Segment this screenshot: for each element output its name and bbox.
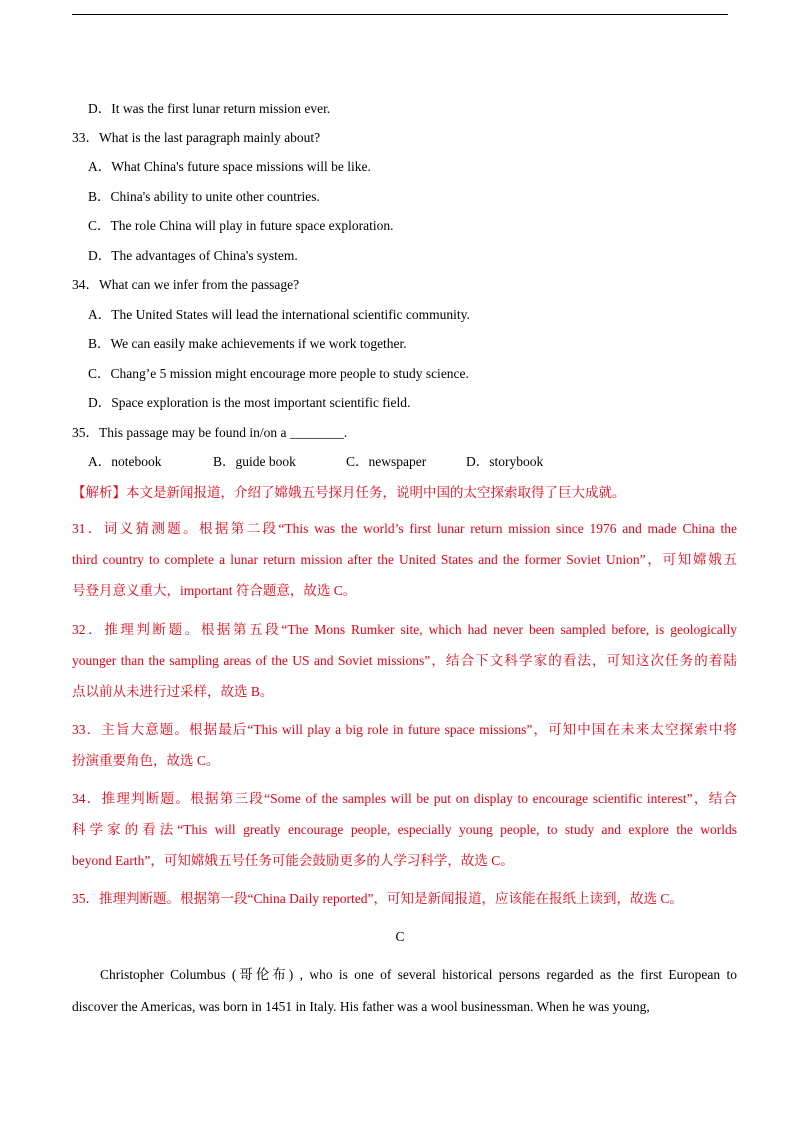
header-rule bbox=[72, 14, 728, 15]
analysis-intro: 【解析】本文是新闻报道，介绍了嫦娥五号探月任务，说明中国的太空探索取得了巨大成就。 bbox=[72, 485, 626, 500]
analysis-35-line-1: 35．推理判断题。根据第一段“China Daily reported”，可知是新闻报道，应该能在报纸上读到，故选 C。 bbox=[72, 891, 683, 906]
analysis-34-line-1: 34．推理判断题。根据第三段“Some of the samples will be put on display to encourage scientific interest”，结合 bbox=[72, 791, 737, 806]
q33-stem: 33．What is the last paragraph mainly about? bbox=[72, 130, 321, 145]
q33-option-a: A．What China's future space missions will be like. bbox=[88, 159, 371, 174]
q34-stem: 34．What can we infer from the passage? bbox=[72, 277, 300, 292]
q35-option-d: D．storybook bbox=[466, 454, 544, 469]
analysis-32-line-1: 32．推理判断题。根据第五段“The Mons Rumker site, which had never been sampled before, is geologically bbox=[72, 622, 737, 637]
q34-option-b: B．We can easily make achievements if we work together. bbox=[88, 336, 407, 351]
analysis-33-line-2: 扮演重要角色，故选 C。 bbox=[72, 753, 220, 768]
q35-option-b: B．guide book bbox=[213, 454, 296, 469]
q35-option-a: A．notebook bbox=[88, 454, 162, 469]
q35-options bbox=[88, 453, 543, 471]
analysis-34-line-2: 科学家的看法“This will greatly encourage people, especially young people, to study and explore the worlds bbox=[72, 822, 737, 837]
analysis-31-line-1: 31．词义猜测题。根据第二段“This was the world’s first lunar return mission since 1976 and made China the bbox=[72, 521, 737, 536]
q33-option-c: C．The role China will play in future space exploration. bbox=[88, 218, 394, 233]
q33-option-d: D．The advantages of China's system. bbox=[88, 248, 298, 263]
q33-option-b: B．China's ability to unite other countries. bbox=[88, 189, 320, 204]
q35-option-c: C．newspaper bbox=[346, 454, 427, 469]
q34-option-c: C．Chang’e 5 mission might encourage more people to study science. bbox=[88, 366, 469, 381]
analysis-33-line-1: 33．主旨大意题。根据最后“This will play a big role in future space missions”，可知中国在未来太空探索中将 bbox=[72, 722, 737, 737]
section-c-paragraph-line-1: Christopher Columbus (哥伦布) , who is one of several historical persons regarded as the first European to bbox=[100, 967, 737, 982]
analysis-31-line-2: third country to complete a lunar return mission after the United States and the former Soviet Union”，可知嫦娥五 bbox=[72, 552, 737, 567]
q35-stem: 35．This passage may be found in/on a ________. bbox=[72, 425, 348, 440]
analysis-32-line-3: 点以前从未进行过采样，故选 B。 bbox=[72, 684, 274, 699]
q34-option-d: D．Space exploration is the most important scientific field. bbox=[88, 395, 411, 410]
section-c-paragraph-line-2: discover the Americas, was born in 1451 in Italy. His father was a wool businessman. When he was young, bbox=[72, 999, 650, 1014]
q34-option-a: A．The United States will lead the international scientific community. bbox=[88, 307, 470, 322]
analysis-34-line-3: beyond Earth”，可知嫦娥五号任务可能会鼓励更多的人学习科学，故选 C。 bbox=[72, 853, 514, 868]
section-c-heading: C bbox=[395, 929, 405, 944]
q32-option-d: D．It was the first lunar return mission ever. bbox=[88, 101, 331, 116]
analysis-31-line-3: 号登月意义重大，important 符合题意，故选 C。 bbox=[72, 583, 357, 598]
analysis-32-line-2: younger than the sampling areas of the US and Soviet missions”，结合下文科学家的看法，可知这次任务的着陆 bbox=[72, 653, 737, 668]
